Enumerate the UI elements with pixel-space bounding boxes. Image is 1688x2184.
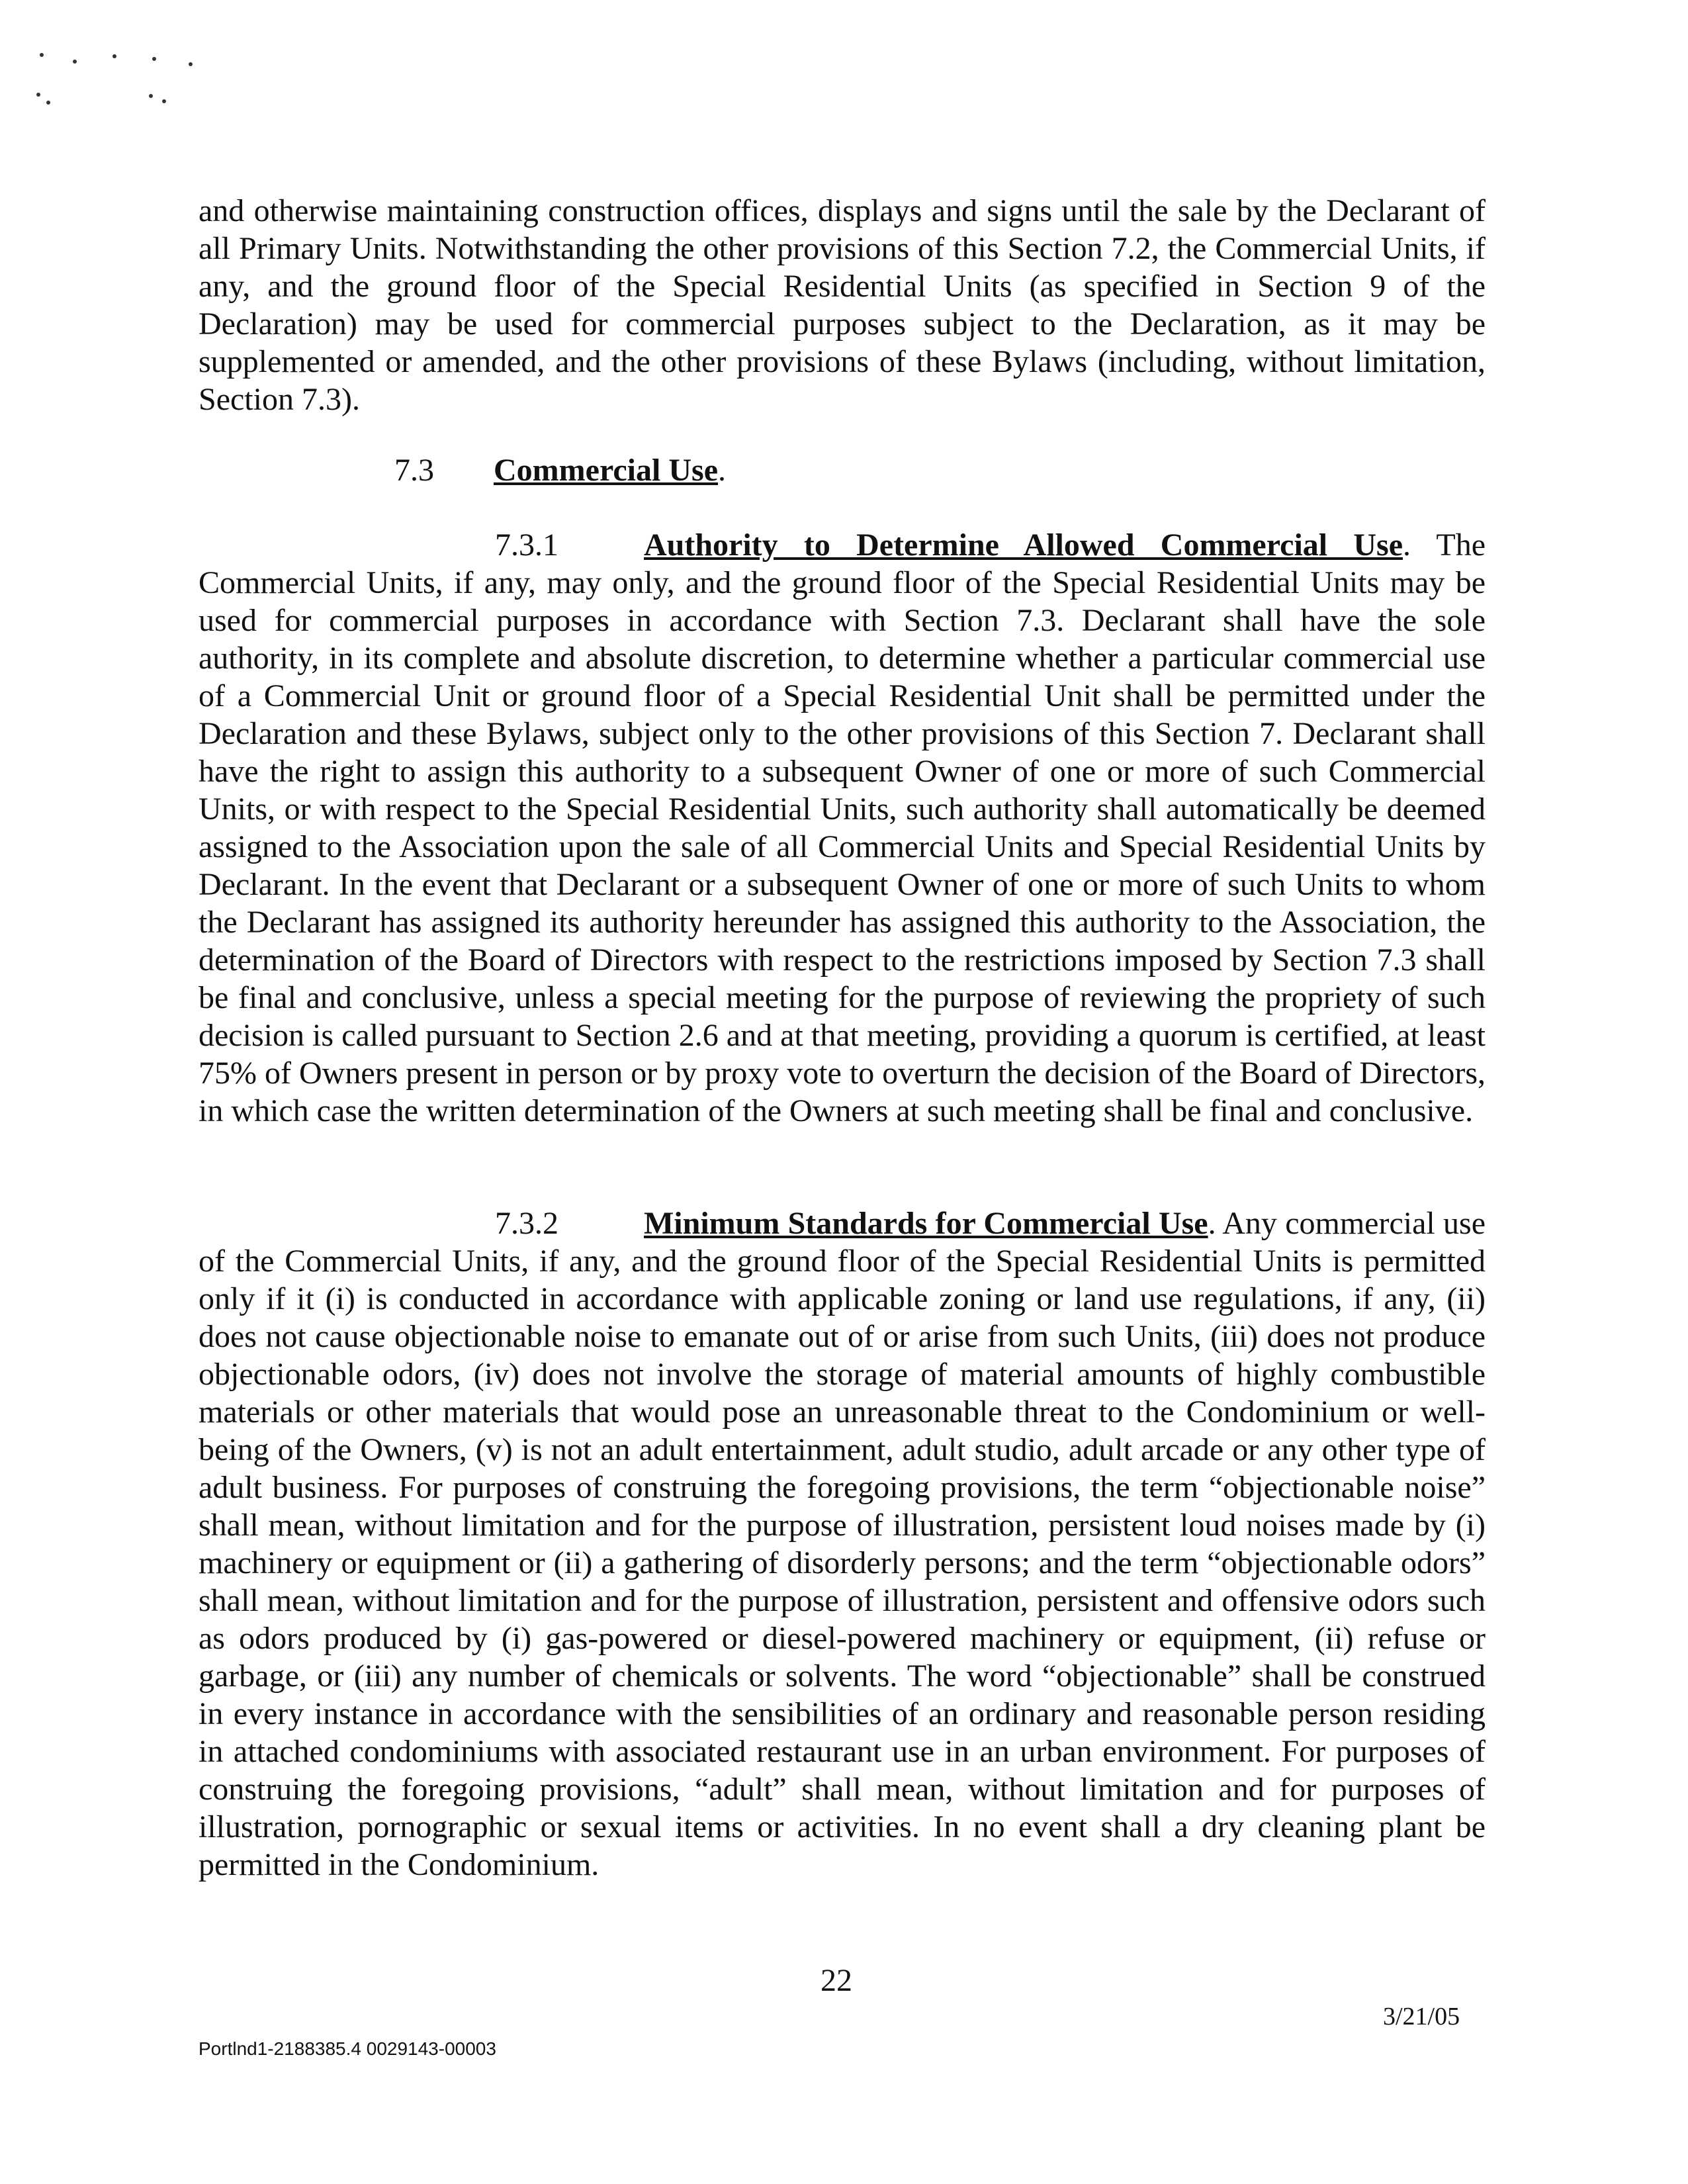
scan-speck: [73, 60, 77, 64]
scan-speck: [112, 54, 116, 58]
scan-speck: [162, 99, 166, 103]
section-7-3-2: [199, 1205, 1486, 1884]
scan-speck: [40, 53, 44, 57]
section-title: Commercial Use: [494, 453, 718, 488]
subsection-title-suffix: .: [1208, 1206, 1216, 1241]
paragraph-continuation: and otherwise maintaining construction offices, displays and signs until the sale by the Declarant of all Primary Units. Notwithstanding the other provisions of this Section 7.2, the Commercial Units, if any, and the ground floor of the Special Residential Units (as specified in Section 9 of the Declaration) may be used for commercial purposes subject to the Declaration, as it may be supplemented or amended, and the other provisions of these Bylaws (including, without limitation, Section 7.3).: [199, 193, 1486, 417]
scan-speck: [152, 57, 156, 61]
subsection-number: 7.3.2: [495, 1206, 558, 1241]
subsection-text: The Commercial Units, if any, may only, and the ground floor of the Special Residential Units may be used for commercial purposes in accordance with Section 7.3. Declarant shall have the sole authority, in its complete and absolute discretion, to determine whether a particular commercial use of a Commercial Unit or ground floor of a Special Residential Unit shall be permitted under the Declaration and these Bylaws, subject only to the other provisions of this Section 7. Declarant shall have the right to assign this authority to a subsequent Owner of one or more of such Commercial Units, or with respect to the Special Residential Units, such authority shall automatically be deemed assigned to the Association upon the sale of all Commercial Units and Special Residential Units by Declarant. In the event that Declarant or a subsequent Owner of one or more of such Units to whom the Declarant has assigned its authority hereunder has assigned this authority to the Association, the determination of the Board of Directors with respect to the restrictions imposed by Section 7.3 shall be final and conclusive, unless a special meeting for the purpose of reviewing the propriety of such decision is called pursuant to Section 2.6 and at that meeting, providing a quorum is certified, at least 75% of Owners present in person or by proxy vote to overturn the decision of the Board of Directors, in which case the written determination of the Owners at such meeting shall be final and conclusive.: [199, 527, 1486, 1128]
subsection-title-suffix: .: [1403, 527, 1411, 563]
scan-speck: [149, 94, 153, 98]
page-date: 3/21/05: [1383, 2003, 1460, 2030]
document-id: Portlnd1-2188385.4 0029143-00003: [199, 2038, 496, 2059]
subsection-title: Authority to Determine Allowed Commercial Use: [644, 527, 1403, 563]
scan-specks: [26, 40, 199, 119]
section-heading-7-3: [394, 451, 726, 489]
scan-speck: [46, 101, 50, 105]
scan-speck: [36, 93, 40, 97]
subsection-title: Minimum Standards for Commercial Use: [644, 1206, 1208, 1241]
subsection-number: 7.3.1: [495, 527, 558, 563]
scan-speck: [189, 62, 193, 66]
section-title-suffix: .: [718, 453, 726, 488]
section-number: 7.3: [394, 453, 434, 488]
subsection-text: Any commercial use of the Commercial Units, if any, and the ground floor of the Special Residential Units is permitted only if it (i) is conducted in accordance with applicable zoning or land use regulations, if any, (ii) does not cause objectionable noise to emanate out of or arise from such Units, (iii) does not produce objectionable odors, (iv) does not involve the storage of material amounts of highly combustible materials or other materials that would pose an unreasonable threat to the Condominium or well-being of the Owners, (v) is not an adult entertainment, adult studio, adult arcade or any other type of adult business. For purposes of construing the foregoing provisions, the term “objectionable noise” shall mean, without limitation and for the purpose of illustration, persistent loud noises made by (i) machinery or equipment or (ii) a gathering of disorderly persons; and the term “objectionable odors” shall mean, without limitation and for the purpose of illustration, persistent and offensive odors such as odors produced by (i) gas-powered or diesel-powered machinery or equipment, (ii) refuse or garbage, or (iii) any number of chemicals or solvents. The word “objectionable” shall be construed in every instance in accordance with the sensibilities of an ordinary and reasonable person residing in attached condominiums with associated restaurant use in an urban environment. For purposes of construing the foregoing provisions, “adult” shall mean, without limitation and for purposes of illustration, pornographic or sexual items or activities. In no event shall a dry cleaning plant be permitted in the Condominium.: [199, 1206, 1486, 1882]
section-7-3-1: [199, 526, 1486, 1130]
page-number: 22: [821, 1963, 852, 1998]
